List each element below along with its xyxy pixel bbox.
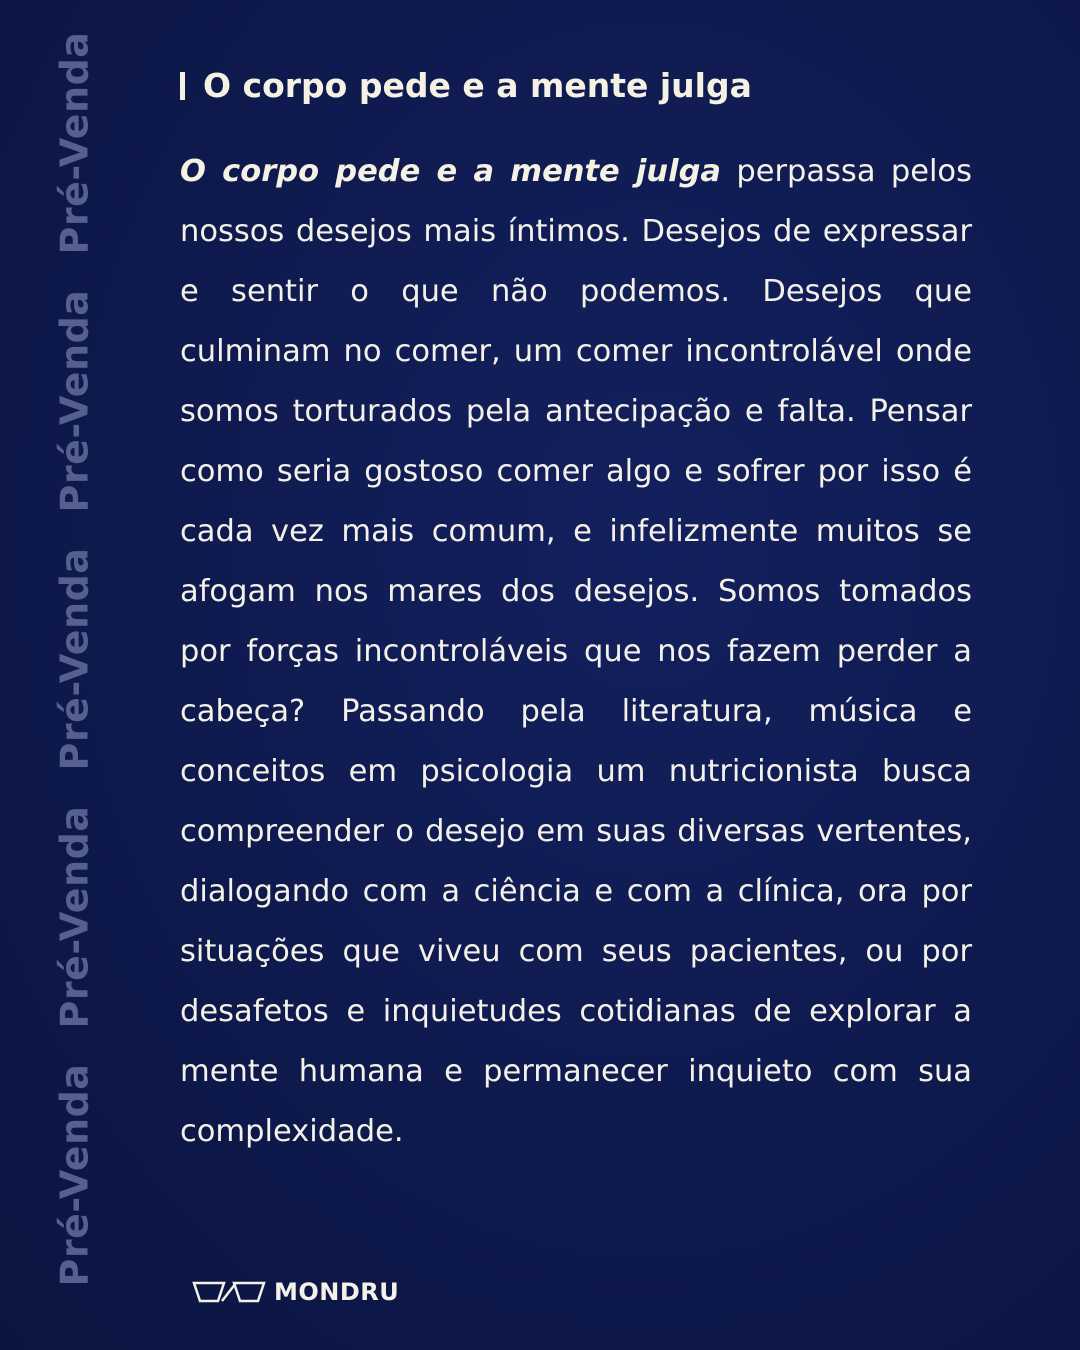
side-label: Pré-Venda bbox=[52, 1063, 96, 1287]
side-labels bbox=[44, 28, 104, 1308]
title-text: O corpo pede e a mente julga bbox=[203, 66, 752, 105]
side-label: Pré-Venda bbox=[52, 547, 96, 771]
logo-text: MONDRU bbox=[274, 1278, 400, 1306]
title-bar-divider bbox=[180, 72, 185, 100]
mondru-logo-icon bbox=[192, 1281, 266, 1303]
body-paragraph bbox=[180, 142, 972, 1162]
brand-logo bbox=[192, 1274, 399, 1310]
side-label: Pré-Venda bbox=[52, 289, 96, 513]
page-title bbox=[180, 66, 980, 105]
body-text: perpassa pelos nossos desejos mais íntimos. Desejos de expressar e sentir o que não podemos. Desejos que culminam no comer, um comer incontrolável onde somos torturados pela antecipação e falta. Pensar como seria gostoso comer algo e sofrer por isso é cada vez mais comum, e infelizmente muitos se afogam nos mares dos desejos. Somos tomados por forças incontroláveis que nos fazem perder a cabeça? Passando pela literatura, música e conceitos em psicologia um nutricionista busca compreender o desejo em suas diversas vertentes, dialogando com a ciência e com a clínica, ora por situações que viveu com seus pacientes, ou por desafetos e inquietudes cotidianas de explorar a mente humana e permanecer inquieto com sua complexidade. bbox=[180, 154, 972, 1149]
side-label: Pré-Venda bbox=[52, 31, 96, 255]
body-emphasis: O corpo pede e a mente julga bbox=[180, 154, 722, 189]
side-label: Pré-Venda bbox=[52, 805, 96, 1029]
